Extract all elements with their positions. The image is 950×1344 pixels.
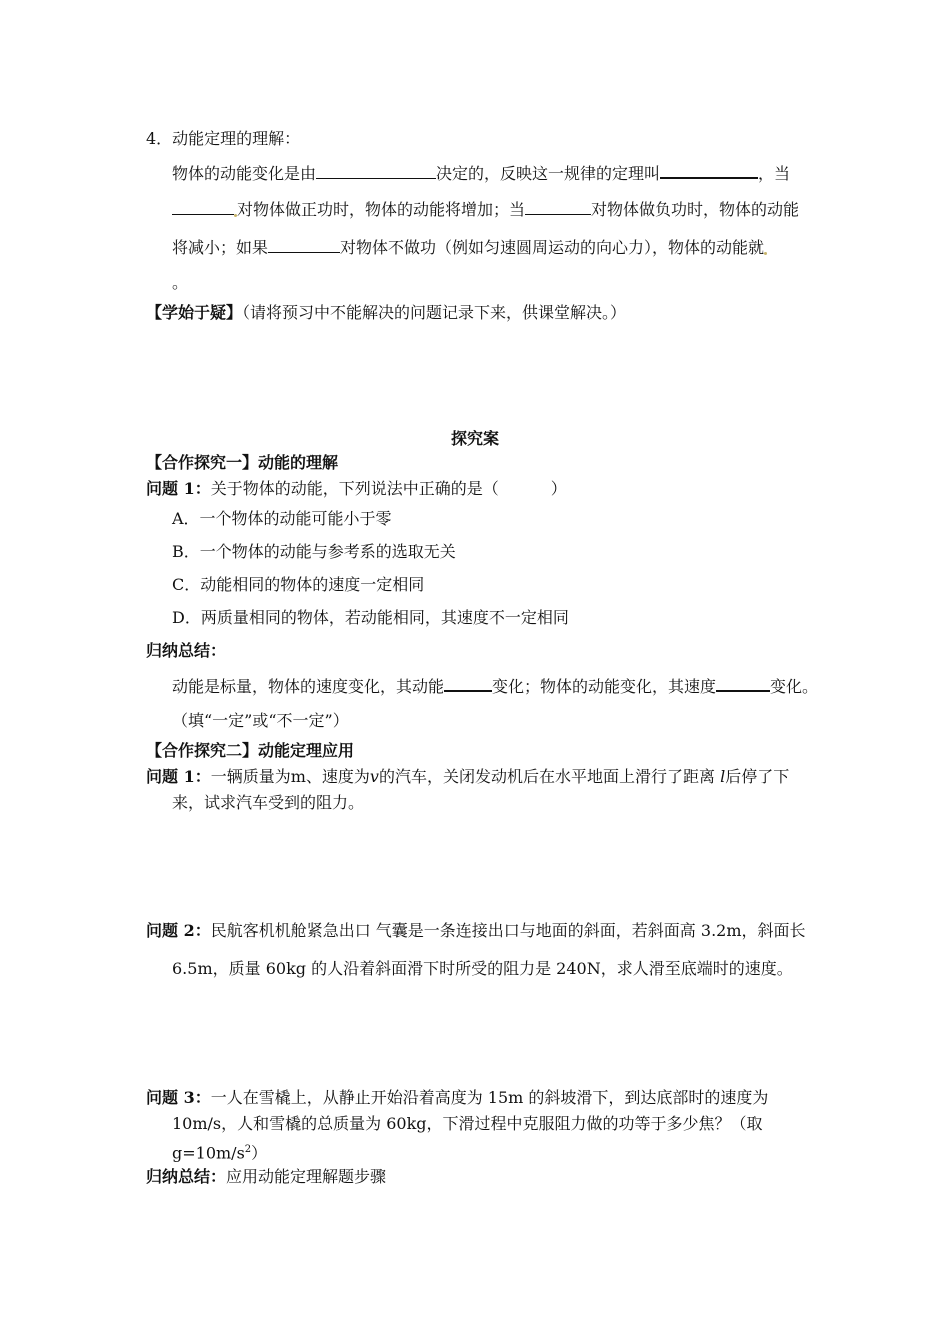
option-d: D．两质量相同的物体，若动能相同，其速度不一定相同 <box>172 608 569 627</box>
text: 对物体不做功（例如匀速圆周运动的向心力），物体的动能就 <box>340 238 765 257</box>
text: 物体的动能变化是由 <box>172 164 317 183</box>
q3-label: 问题 3： <box>146 1088 211 1107</box>
part1-q1 <box>146 478 567 500</box>
q1-label: 问题 1： <box>146 767 211 786</box>
text: 将减小；如果 <box>172 238 269 257</box>
blank-theorem[interactable] <box>660 161 758 179</box>
text: ） <box>251 1143 268 1163</box>
text: 变化。 <box>770 677 819 696</box>
part2-q3-line2: 10m/s，人和雪橇的总质量为 60kg，下滑过程中克服阻力做的功等于多少焦？（取 <box>172 1114 763 1133</box>
text: 民航客机机舱紧急出口 气囊是一条连接出口与地面的斜面，若斜面高 3.2m，斜面长 <box>210 921 806 940</box>
text: 一辆质量为m、速度为 <box>210 767 370 786</box>
text: 变化；物体的动能变化，其速度 <box>492 677 717 696</box>
text: 的汽车，关闭发动机后在水平地面上滑行了距离 <box>378 767 715 786</box>
summary-text: 应用动能定理解题步骤 <box>226 1167 387 1186</box>
q2-label: 问题 2： <box>146 921 211 940</box>
blank-cause[interactable] <box>316 162 436 179</box>
explore-title: 探究案 <box>450 429 499 448</box>
text: 后停了下 <box>725 767 790 786</box>
option-c: C．动能相同的物体的速度一定相同 <box>172 575 425 594</box>
blank-speed-change[interactable] <box>716 674 770 692</box>
section4-heading: 4．动能定理的理解： <box>146 129 301 148</box>
part2-heading: 【合作探究二】动能定理应用 <box>146 741 355 760</box>
text: 一人在雪橇上，从静止开始沿着高度为 15m 的斜坡滑下，到达底部时的速度为 <box>210 1088 769 1107</box>
mark-dot <box>764 252 767 255</box>
section4-line2 <box>172 198 799 221</box>
option-a: A．一个物体的动能可能小于零 <box>172 509 392 528</box>
option-b: B．一个物体的动能与参考系的选取无关 <box>172 542 456 561</box>
q1-text: 关于物体的动能，下列说法中正确的是（ <box>210 479 499 498</box>
text: ，当 <box>758 164 791 183</box>
part2-q2-line1 <box>146 920 806 942</box>
doubt-text: （请将预习中不能解决的问题记录下来，供课堂解决。） <box>242 303 627 322</box>
doubt-label: 【学始于疑】 <box>146 303 243 322</box>
text: ，物体的速度变化，其动能 <box>252 677 445 696</box>
blank-no-work[interactable] <box>268 236 340 253</box>
text: g=10m/s <box>172 1143 245 1163</box>
var-l: l <box>720 767 726 786</box>
part1-heading: 【合作探究一】动能的理解 <box>146 453 339 472</box>
text: 对物体做正功时，物体的动能将增加；当 <box>237 200 526 219</box>
part2-q3-line3 <box>172 1139 267 1164</box>
blank-negative-work[interactable] <box>525 198 591 215</box>
summary-label: 归纳总结： <box>146 1167 227 1186</box>
section4-line1 <box>172 161 790 185</box>
part1-hint: （填“一定”或“不一定”） <box>172 711 349 730</box>
doubt-line <box>146 302 626 324</box>
part2-q1-line2: 来，试求汽车受到的阻力。 <box>172 793 365 812</box>
var-v: v <box>369 767 379 786</box>
part2-summary <box>146 1166 386 1188</box>
text: 动能是标量 <box>172 677 253 696</box>
part2-q3-line1 <box>146 1087 768 1109</box>
text: 对物体做负功时，物体的动能 <box>591 200 800 219</box>
section4-line4: 。 <box>172 273 189 292</box>
section4-line3 <box>172 236 767 259</box>
text: 决定的，反映这一规律的定理叫 <box>436 164 661 183</box>
part2-q2-line2: 6.5m，质量 60kg 的人沿着斜面滑下时所受的阻力是 240N，求人滑至底端时的速度。 <box>172 959 793 978</box>
superscript: 2 <box>244 1144 252 1155</box>
part1-summary <box>172 674 818 698</box>
part2-q1-line1 <box>146 766 789 788</box>
q1-label: 问题 1： <box>146 479 211 498</box>
blank-ke-change[interactable] <box>444 674 492 692</box>
part1-summary-label: 归纳总结： <box>146 641 227 660</box>
q1-paren: ） <box>550 479 567 498</box>
blank-positive-work[interactable] <box>172 198 234 215</box>
